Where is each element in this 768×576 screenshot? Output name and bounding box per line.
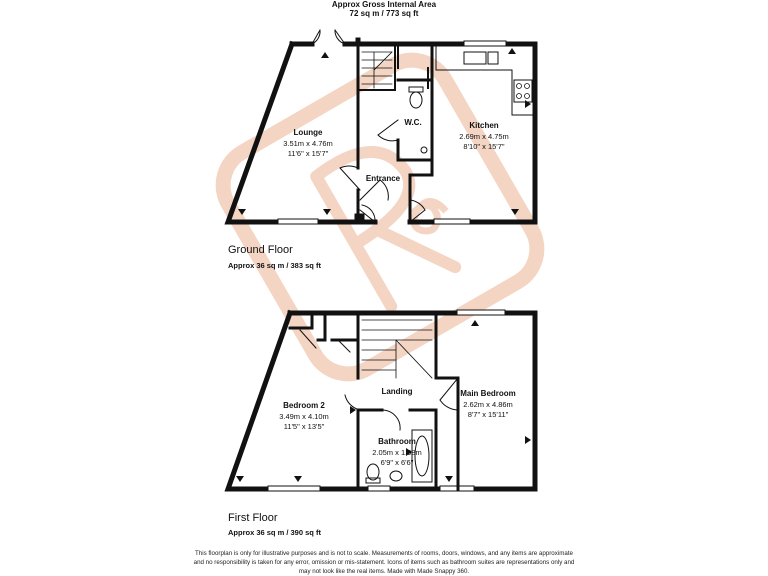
- bathroom-imperial: 6'9" x 6'6": [380, 458, 414, 467]
- main-bedroom-name: Main Bedroom: [460, 389, 516, 398]
- bathroom-metric: 2.05m x 1.98m: [372, 448, 422, 457]
- ground-floor-title: Ground Floor: [228, 244, 293, 256]
- wc-name: W.C.: [404, 118, 422, 127]
- kitchen-imperial: 8'10" x 15'7": [463, 142, 505, 151]
- first-floor-area: Approx 36 sq m / 390 sq ft: [228, 528, 321, 537]
- bedroom2-imperial: 11'5" x 13'5": [283, 422, 325, 431]
- bedroom2-name: Bedroom 2: [283, 401, 325, 410]
- first-floor-title: First Floor: [228, 512, 278, 524]
- ground-floor-area: Approx 36 sq m / 383 sq ft: [228, 261, 321, 270]
- disclaimer-line-2: and no responsibility is taken for any error, omission or mis-statement. Icons of items such as bathroom suites are representations only and: [193, 559, 575, 566]
- main-bedroom-metric: 2.62m x 4.86m: [463, 400, 513, 409]
- kitchen-metric: 2.69m x 4.75m: [459, 132, 509, 141]
- bathroom-name: Bathroom: [378, 437, 416, 446]
- main-bedroom-imperial: 8'7" x 15'11": [467, 410, 509, 419]
- bedroom2-metric: 3.49m x 4.10m: [279, 412, 329, 421]
- gross-area-title: Approx Gross Internal Area: [331, 0, 437, 9]
- disclaimer-line-3: may not look like the real items. Made with Made Snappy 360.: [298, 568, 470, 575]
- lounge-metric: 3.51m x 4.76m: [283, 139, 333, 148]
- lounge-name: Lounge: [293, 128, 323, 137]
- entrance-name: Entrance: [365, 174, 401, 183]
- landing-name: Landing: [381, 387, 413, 396]
- disclaimer: [150, 549, 618, 576]
- lounge-imperial: 11'6" x 15'7": [287, 149, 329, 158]
- disclaimer-line-1: This floorplan is only for illustrative purposes and is not to scale. Measurements of rooms, doors, windows, and any items are approximate: [195, 550, 573, 557]
- watermark-logo: [209, 46, 551, 388]
- kitchen-name: Kitchen: [469, 121, 499, 130]
- gross-area-value: 72 sq m / 773 sq ft: [349, 9, 419, 18]
